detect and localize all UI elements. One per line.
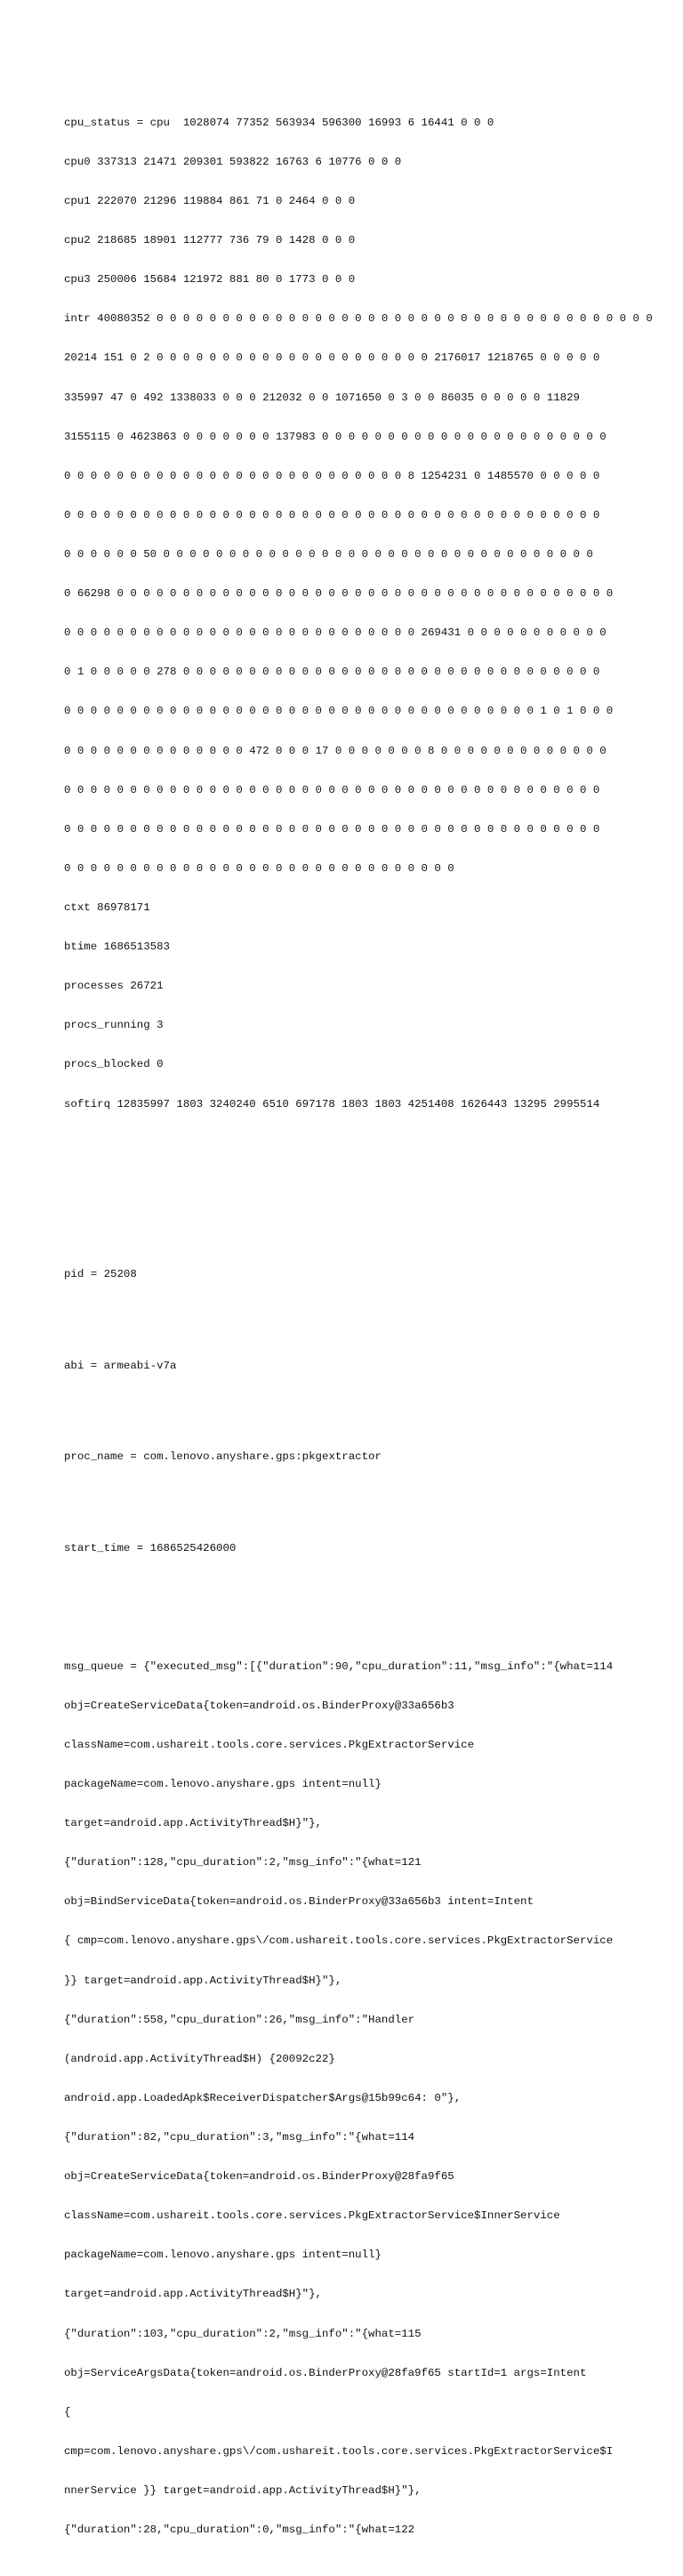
stat-line: procs_running 3 [64, 1019, 164, 1032]
stat-line: btime 1686513583 [64, 941, 170, 954]
msg-queue-line: packageName=com.lenovo.anyshare.gps intent=null} [64, 1778, 382, 1791]
stat-line: cpu2 218685 18901 112777 736 79 0 1428 0 0 0 [64, 234, 356, 247]
stat-line: procs_blocked 0 [64, 1058, 164, 1071]
stat-line: cpu1 222070 21296 119884 861 71 0 2464 0 0 0 [64, 195, 356, 208]
stat-line: 0 0 0 0 0 0 0 0 0 0 0 0 0 0 0 0 0 0 0 0 0 0 0 0 0 0 8 1254231 0 1485570 0 0 0 0 0 [64, 469, 600, 482]
msg-queue-line: {"duration":28,"cpu_duration":0,"msg_info":"{what=122 [64, 2524, 415, 2537]
stat-line: cpu_status = cpu 1028074 77352 563934 596300 16993 6 16441 0 0 0 [64, 116, 494, 129]
msg-queue-block [64, 1634, 633, 2563]
msg-queue-line: nnerService }} target=android.app.ActivityThread$H}"}, [64, 2483, 422, 2497]
proc-stat-block [64, 90, 653, 1136]
msg-queue-line: { [64, 2405, 71, 2419]
stat-line: processes 26721 [64, 980, 164, 993]
msg-queue-line: className=com.ushareit.tools.core.services.PkgExtractorService [64, 1738, 475, 1751]
stat-line: cpu0 337313 21471 209301 593822 16763 6 10776 0 0 0 [64, 155, 402, 168]
spacer [64, 1176, 633, 1190]
msg-queue-line: {"duration":558,"cpu_duration":26,"msg_info":"Handler [64, 2013, 415, 2026]
stat-line: 0 0 0 0 0 0 0 0 0 0 0 0 0 0 472 0 0 0 17 0 0 0 0 0 0 0 8 0 0 0 0 0 0 0 0 0 0 0 0 0 [64, 744, 607, 757]
msg-queue-line: obj=CreateServiceData{token=android.os.BinderProxy@33a656b3 [64, 1699, 454, 1712]
msg-queue-line: {"duration":128,"cpu_duration":2,"msg_info":"{what=121 [64, 1856, 422, 1869]
stat-line: 0 0 0 0 0 0 0 0 0 0 0 0 0 0 0 0 0 0 0 0 0 0 0 0 0 0 0 0 0 0 [64, 861, 454, 875]
msg-queue-line: cmp=com.lenovo.anyshare.gps\/com.ushareit.tools.core.services.PkgExtractorService$I [64, 2444, 614, 2458]
msg-queue-line: android.app.LoadedApk$ReceiverDispatcher$Args@15b99c64: 0"}, [64, 2091, 462, 2104]
msg-queue-line: {"duration":103,"cpu_duration":2,"msg_info":"{what=115 [64, 2327, 422, 2340]
spacer [64, 1215, 633, 1229]
msg-queue-line: className=com.ushareit.tools.core.services.PkgExtractorService$InnerService [64, 2209, 560, 2223]
stat-line: 0 0 0 0 0 0 0 0 0 0 0 0 0 0 0 0 0 0 0 0 0 0 0 0 0 0 0 0 0 0 0 0 0 0 0 0 0 0 0 0 0 [64, 783, 600, 796]
msg-queue-line: obj=ServiceArgsData{token=android.os.BinderProxy@28fa9f65 startId=1 args=Intent [64, 2366, 587, 2379]
stat-line: ctxt 86978171 [64, 901, 150, 914]
pid-line: pid = 25208 [64, 1267, 137, 1280]
msg-queue-line: (android.app.ActivityThread$H) {20092c22} [64, 2052, 335, 2065]
stat-line: 0 0 0 0 0 0 0 0 0 0 0 0 0 0 0 0 0 0 0 0 0 0 0 0 0 0 0 0 0 0 0 0 0 0 0 0 1 0 1 0 0 0 [64, 705, 614, 718]
stat-line: intr 40080352 0 0 0 0 0 0 0 0 0 0 0 0 0 0 0 0 0 0 0 0 0 0 0 0 0 0 0 0 0 0 0 0 0 0 0 0 0 0 [64, 312, 653, 326]
msg-queue-line: obj=BindServiceData{token=android.os.BinderProxy@33a656b3 intent=Intent [64, 1895, 534, 1909]
spacer [64, 1581, 633, 1595]
stat-line: 0 1 0 0 0 0 0 278 0 0 0 0 0 0 0 0 0 0 0 0 0 0 0 0 0 0 0 0 0 0 0 0 0 0 0 0 0 0 0 0 [64, 666, 600, 679]
msg-queue-line: packageName=com.lenovo.anyshare.gps intent=null} [64, 2249, 382, 2262]
msg-queue-line: { cmp=com.lenovo.anyshare.gps\/com.ushareit.tools.core.services.PkgExtractorService [64, 1934, 614, 1948]
msg-queue-line: }} target=android.app.ActivityThread$H}"}, [64, 1974, 342, 1987]
stat-line: 0 0 0 0 0 0 50 0 0 0 0 0 0 0 0 0 0 0 0 0 0 0 0 0 0 0 0 0 0 0 0 0 0 0 0 0 0 0 0 0 [64, 548, 593, 561]
stat-line: 0 66298 0 0 0 0 0 0 0 0 0 0 0 0 0 0 0 0 0 0 0 0 0 0 0 0 0 0 0 0 0 0 0 0 0 0 0 0 0 0 [64, 587, 614, 601]
msg-queue-line: msg_queue = {"executed_msg":[{"duration":90,"cpu_duration":11,"msg_info":"{what=114 [64, 1659, 614, 1673]
stat-line: 3155115 0 4623863 0 0 0 0 0 0 0 137983 0 0 0 0 0 0 0 0 0 0 0 0 0 0 0 0 0 0 0 0 0 0 [64, 430, 607, 443]
log-document [64, 64, 653, 2576]
stat-line: 20214 151 0 2 0 0 0 0 0 0 0 0 0 0 0 0 0 0 0 0 0 0 0 0 0 2176017 1218765 0 0 0 0 0 [64, 351, 600, 365]
spacer [64, 1490, 633, 1504]
abi-line: abi = armeabi-v7a [64, 1359, 177, 1372]
stat-line: 335997 47 0 492 1338033 0 0 0 212032 0 0 1071650 0 3 0 0 86035 0 0 0 0 0 11829 [64, 391, 580, 404]
proc-name-line: proc_name = com.lenovo.anyshare.gps:pkgextractor [64, 1450, 382, 1464]
stat-line: softirq 12835997 1803 3240240 6510 697178 1803 1803 4251408 1626443 13295 2995514 [64, 1097, 600, 1110]
msg-queue-line: {"duration":82,"cpu_duration":3,"msg_info":"{what=114 [64, 2131, 415, 2144]
stat-line: cpu3 250006 15684 121972 881 80 0 1773 0 0 0 [64, 273, 356, 287]
spacer [64, 1399, 633, 1412]
stat-line: 0 0 0 0 0 0 0 0 0 0 0 0 0 0 0 0 0 0 0 0 0 0 0 0 0 0 0 0 0 0 0 0 0 0 0 0 0 0 0 0 0 [64, 822, 600, 836]
stat-line: 0 0 0 0 0 0 0 0 0 0 0 0 0 0 0 0 0 0 0 0 0 0 0 0 0 0 0 0 0 0 0 0 0 0 0 0 0 0 0 0 0 [64, 508, 600, 521]
start-time-line: start_time = 1686525426000 [64, 1542, 237, 1555]
stat-line: 0 0 0 0 0 0 0 0 0 0 0 0 0 0 0 0 0 0 0 0 0 0 0 0 0 0 0 269431 0 0 0 0 0 0 0 0 0 0 0 [64, 626, 607, 640]
msg-queue-line: target=android.app.ActivityThread$H}"}, [64, 1817, 322, 1830]
msg-queue-line: target=android.app.ActivityThread$H}"}, [64, 2288, 322, 2301]
spacer [64, 1307, 633, 1320]
msg-queue-line: obj=CreateServiceData{token=android.os.BinderProxy@28fa9f65 [64, 2170, 454, 2184]
